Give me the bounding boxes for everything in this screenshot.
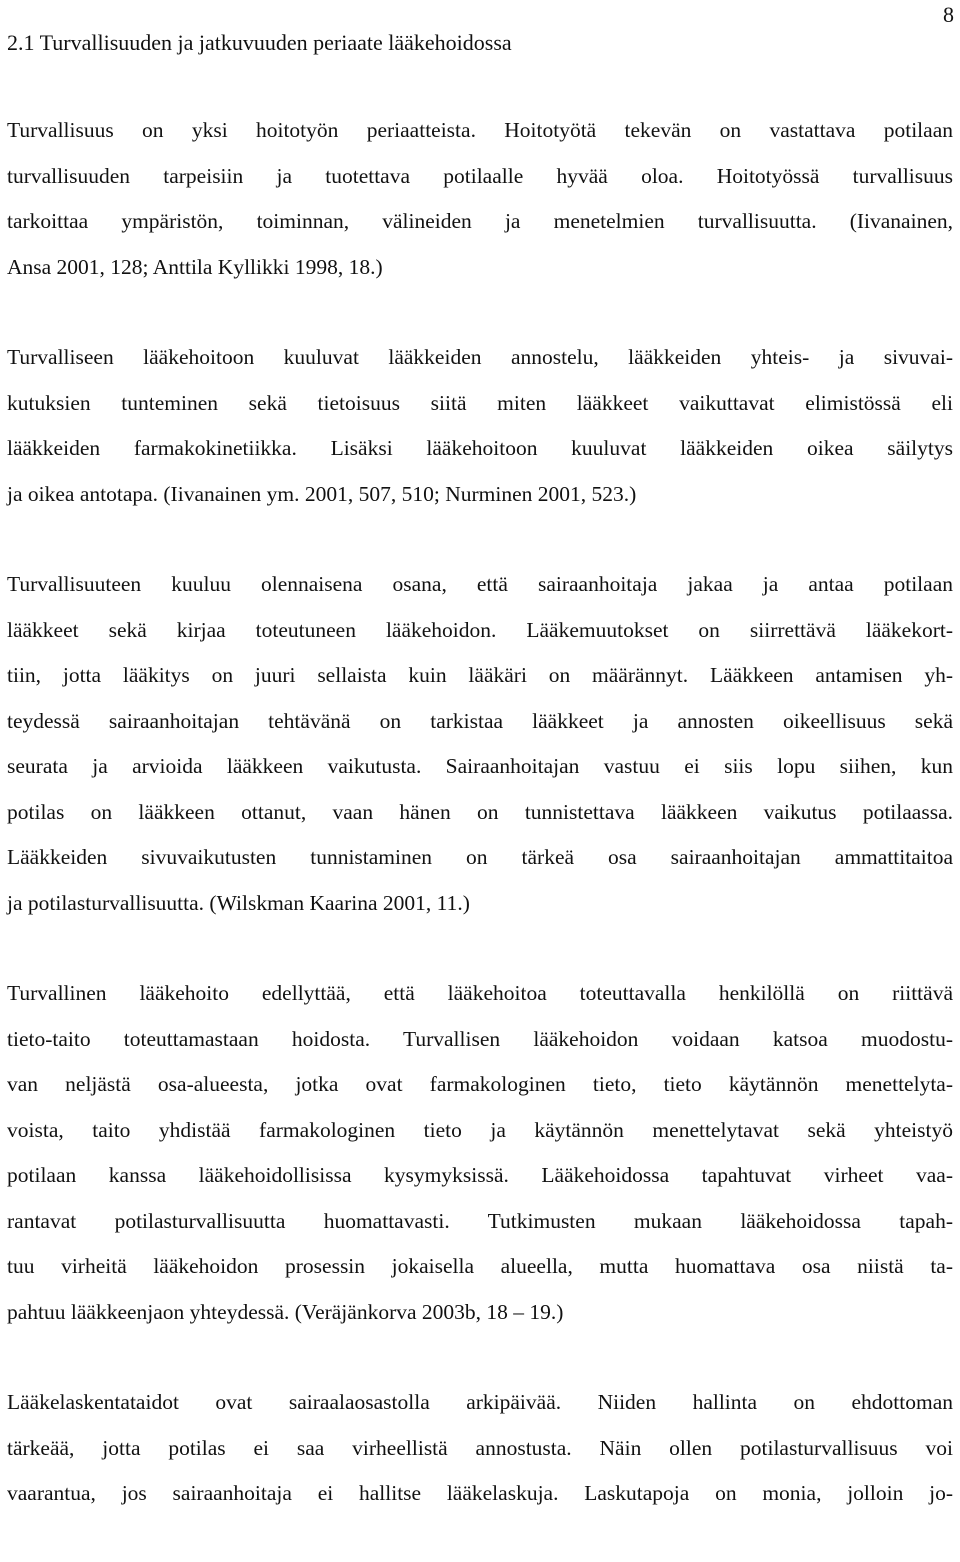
section-heading: 2.1 Turvallisuuden ja jatkuvuuden periaate lääkehoidossa: [7, 30, 512, 55]
text-line: potilaan kanssa lääkehoidollisissa kysymyksissä. Lääkehoidossa tapahtuvat virheet vaa-: [7, 1163, 953, 1187]
text-line: tarkoittaa ympäristön, toiminnan, välineiden ja menetelmien turvallisuutta. (Iivanainen,: [7, 209, 953, 233]
text-line: pahtuu lääkkeenjaon yhteydessä. (Veräjänkorva 2003b, 18 – 19.): [7, 1299, 564, 1324]
text-line: voista, taito yhdistää farmakologinen tieto ja käytännön menettelytavat sekä yhteistyö: [7, 1117, 953, 1142]
text-line: ja oikea antotapa. (Iivanainen ym. 2001, 507, 510; Nurminen 2001, 523.): [7, 481, 637, 506]
text-line: tiin, jotta lääkitys on juuri sellaista kuin lääkäri on määrännyt. Lääkkeen antamisen yh-: [7, 663, 953, 687]
text-line: lääkkeet sekä kirjaa toteutuneen lääkehoidon. Lääkemuutokset on siirrettävä lääkekort-: [7, 617, 953, 642]
text-line: Lääkkeiden sivuvaikutusten tunnistaminen on tärkeä osa sairaanhoitajan ammattitaitoa: [7, 845, 953, 869]
text-line: Ansa 2001, 128; Anttila Kyllikki 1998, 18.): [7, 254, 383, 279]
text-line: van neljästä osa-alueesta, jotka ovat farmakologinen tieto, tieto käytännön menettelyta-: [7, 1072, 953, 1096]
text-line: Turvallinen lääkehoito edellyttää, että lääkehoitoa toteuttavalla henkilöllä on riittävä: [7, 981, 953, 1005]
text-line: vaarantua, jos sairaanhoitaja ei hallitse lääkelaskuja. Laskutapoja on monia, jolloin jo-: [7, 1481, 953, 1505]
text-line: kutuksien tunteminen sekä tietoisuus siitä miten lääkkeet vaikuttavat elimistössä eli: [7, 390, 953, 415]
text-line: Lääkelaskentataidot ovat sairaalaosastolla arkipäivää. Niiden hallinta on ehdottoman: [7, 1390, 953, 1414]
paragraph-4: [7, 971, 953, 1335]
text-line: rantavat potilasturvallisuutta huomattavasti. Tutkimusten mukaan lääkehoidossa tapah-: [7, 1208, 953, 1233]
paragraph-3: [7, 562, 953, 926]
paragraph-1: [7, 108, 953, 290]
text-line: tuu virheitä lääkehoidon prosessin jokaisella alueella, mutta huomattava osa niistä ta-: [7, 1254, 953, 1278]
text-line: potilas on lääkkeen ottanut, vaan hänen on tunnistettava lääkkeen vaikutus potilaassa.: [7, 799, 953, 824]
text-line: tieto-taito toteuttamastaan hoidosta. Turvallisen lääkehoidon voidaan katsoa muodostu-: [7, 1026, 953, 1051]
text-line: seurata ja arvioida lääkkeen vaikutusta. Sairaanhoitajan vastuu ei siis lopu siihen, kun: [7, 754, 953, 778]
text-line: ja potilasturvallisuutta. (Wilskman Kaarina 2001, 11.): [7, 890, 470, 915]
text-line: Turvallisuus on yksi hoitotyön periaatteista. Hoitotyötä tekevän on vastattava potilaan: [7, 118, 953, 142]
text-line: Turvalliseen lääkehoitoon kuuluvat lääkkeiden annostelu, lääkkeiden yhteis- ja sivuvai-: [7, 345, 953, 369]
text-line: turvallisuuden tarpeisiin ja tuotettava potilaalle hyvää oloa. Hoitotyössä turvallisuus: [7, 163, 953, 188]
text-line: Turvallisuuteen kuuluu olennaisena osana, että sairaanhoitaja jakaa ja antaa potilaan: [7, 572, 953, 596]
text-line: tärkeää, jotta potilas ei saa virheellistä annostusta. Näin ollen potilasturvallisuus voi: [7, 1435, 953, 1460]
page-number: 8: [943, 2, 954, 27]
body-text: [7, 108, 953, 1562]
text-line: teydessä sairaanhoitajan tehtävänä on tarkistaa lääkkeet ja annosten oikeellisuus sekä: [7, 708, 953, 733]
paragraph-2: [7, 335, 953, 517]
text-line: lääkkeiden farmakokinetiikka. Lisäksi lääkehoitoon kuuluvat lääkkeiden oikea säilytys: [7, 436, 953, 460]
paragraph-5: [7, 1380, 953, 1517]
